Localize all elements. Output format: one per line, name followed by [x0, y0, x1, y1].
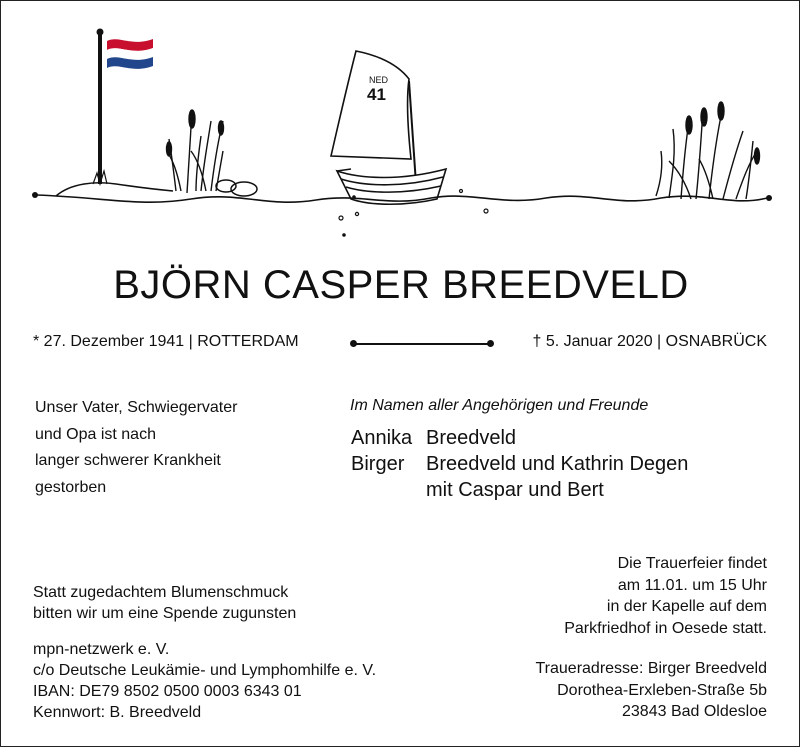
mourner-first-name: Annika	[351, 427, 413, 449]
mourner-first-name: Birger	[351, 453, 405, 475]
flag-pole	[98, 32, 102, 184]
harbor-illustration	[1, 1, 800, 251]
dutch-flag-icon	[93, 29, 153, 185]
funeral-info	[564, 553, 767, 639]
funeral-line: in der Kapelle auf dem	[606, 598, 767, 615]
message-line: gestorben	[35, 478, 107, 496]
donation-line: bitten wir um eine Spende zugunsten	[33, 605, 297, 622]
death-info: † 5. Januar 2020 | OSNABRÜCK	[532, 333, 767, 350]
mourners-intro: Im Namen aller Angehörigen und Freunde	[350, 397, 649, 414]
life-divider	[353, 343, 491, 345]
mourner-rest: Breedveld und Kathrin Degen	[426, 453, 689, 475]
left-reeds-icon	[167, 110, 224, 193]
message-line: langer schwerer Krankheit	[35, 452, 221, 469]
address-line: 23843 Bad Oldesloe	[622, 703, 767, 720]
right-reeds-icon	[656, 102, 760, 199]
sailboat-icon	[331, 51, 446, 204]
mourner-row	[351, 451, 688, 477]
mourner-row	[351, 425, 688, 451]
recipient-line: Kennwort: B. Breedveld	[33, 704, 202, 721]
address-line: Traueradresse: Birger Breedveld	[535, 660, 767, 677]
message-line: und Opa ist nach	[35, 425, 156, 443]
funeral-line: Parkfriedhof in Oesede statt.	[564, 619, 767, 637]
donation-line: Statt zugedachtem Blumenschmuck	[33, 584, 289, 601]
message-line: Unser Vater, Schwiegervater	[35, 399, 238, 416]
sail-number: 41	[367, 85, 386, 104]
mourner-extra: mit Caspar und Bert	[426, 479, 604, 501]
funeral-line: am 11.01. um 15 Uhr	[617, 576, 767, 594]
mourner-rest: Breedveld	[426, 427, 517, 449]
address-line: Dorothea-Erxleben-Straße 5b	[557, 681, 767, 699]
donation-recipient	[33, 639, 376, 723]
mourning-address	[535, 658, 767, 723]
deceased-name: BJÖRN CASPER BREEDVELD	[113, 263, 689, 307]
mourners-list	[351, 425, 688, 503]
recipient-line: mpn-netzwerk e. V.	[33, 641, 170, 658]
sail-text-top: NED	[369, 75, 389, 85]
donation-intro	[33, 582, 296, 624]
funeral-line: Die Trauerfeier findet	[617, 555, 767, 572]
recipient-line: IBAN: DE79 8502 0500 0003 6343 01	[33, 683, 302, 700]
death-message	[35, 395, 237, 501]
birth-info: * 27. Dezember 1941 | ROTTERDAM	[33, 333, 299, 350]
recipient-line: c/o Deutsche Leukämie- und Lymphomhilfe e. V.	[33, 662, 377, 679]
